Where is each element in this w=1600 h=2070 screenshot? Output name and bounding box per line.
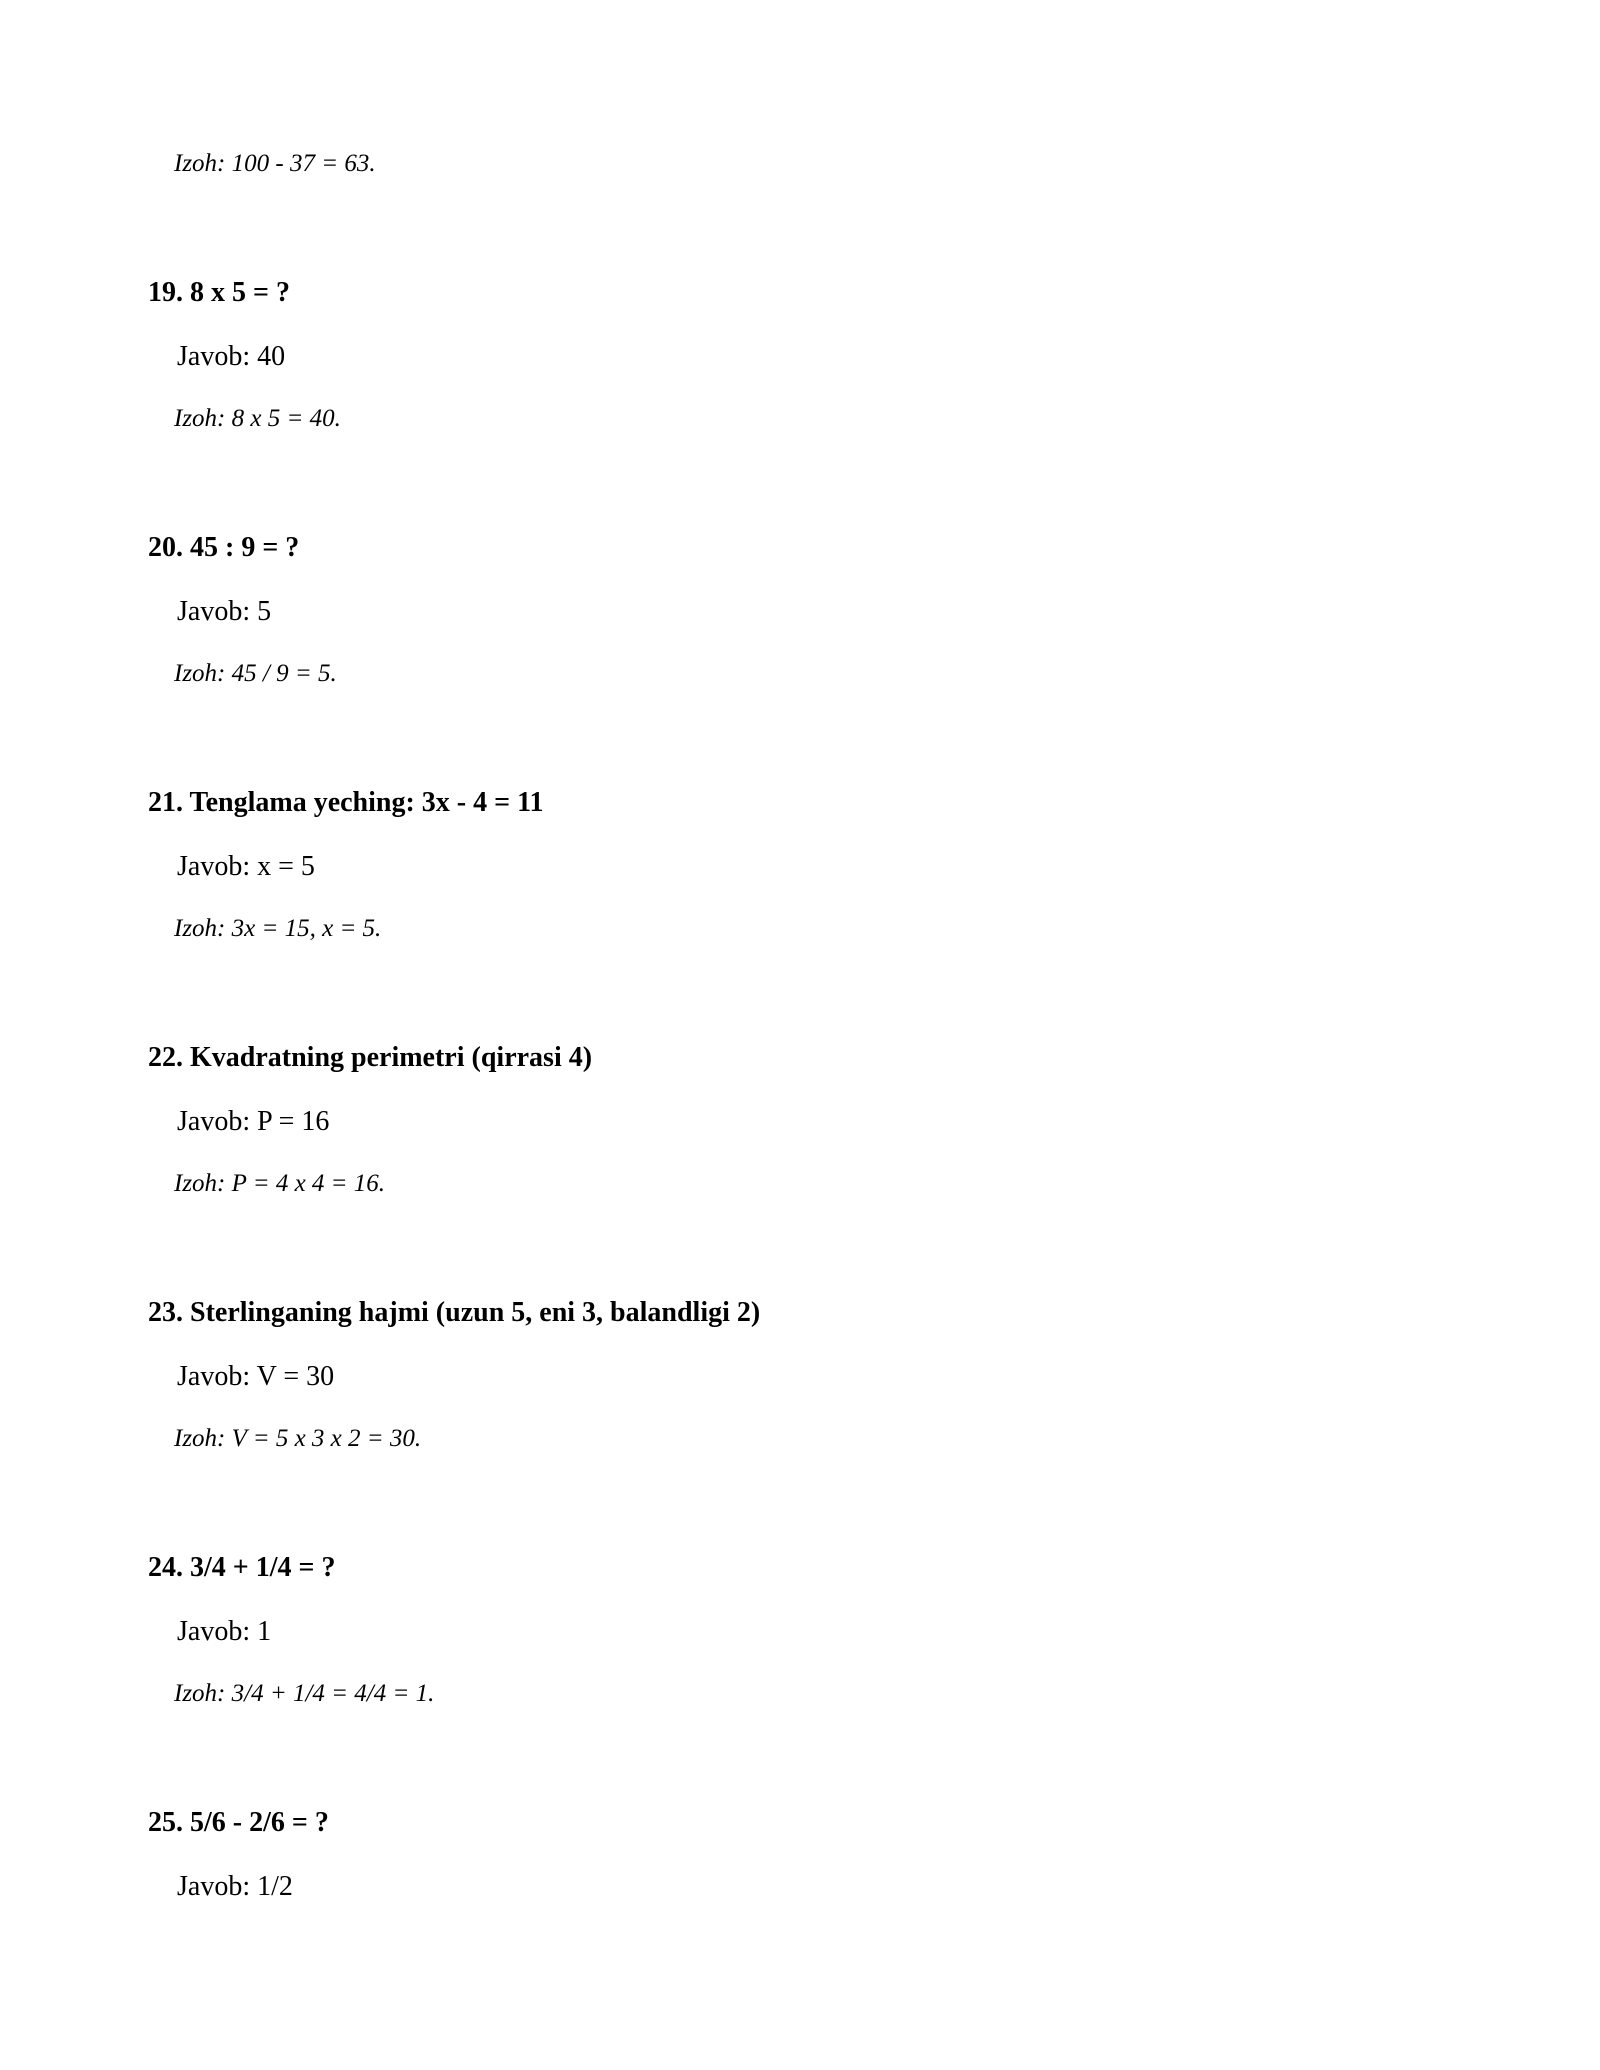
question-20: 20. 45 : 9 = ? — [148, 532, 300, 563]
question-23: 23. Sterlinganing hajmi (uzun 5, eni 3, balandligi 2) — [148, 1297, 761, 1328]
answer-24: Javob: 1 — [177, 1616, 272, 1647]
answer-19: Javob: 40 — [177, 341, 286, 372]
answer-25: Javob: 1/2 — [177, 1871, 293, 1902]
note-21: Izoh: 3x = 15, x = 5. — [174, 915, 382, 942]
note-19: Izoh: 8 x 5 = 40. — [174, 405, 341, 432]
note-20: Izoh: 45 / 9 = 5. — [174, 660, 337, 687]
answer-23: Javob: V = 30 — [177, 1361, 335, 1392]
question-25: 25. 5/6 - 2/6 = ? — [148, 1807, 329, 1838]
answer-20: Javob: 5 — [177, 596, 272, 627]
note-22: Izoh: P = 4 x 4 = 16. — [174, 1170, 386, 1197]
question-21: 21. Tenglama yeching: 3x - 4 = 11 — [148, 787, 544, 818]
answer-22: Javob: P = 16 — [177, 1106, 330, 1137]
question-19: 19. 8 x 5 = ? — [148, 277, 290, 308]
note-24: Izoh: 3/4 + 1/4 = 4/4 = 1. — [174, 1680, 435, 1707]
question-24: 24. 3/4 + 1/4 = ? — [148, 1552, 336, 1583]
question-22: 22. Kvadratning perimetri (qirrasi 4) — [148, 1042, 593, 1073]
note-23: Izoh: V = 5 x 3 x 2 = 30. — [174, 1425, 422, 1452]
top-note: Izoh: 100 - 37 = 63. — [174, 150, 376, 177]
answer-21: Javob: x = 5 — [177, 851, 315, 882]
